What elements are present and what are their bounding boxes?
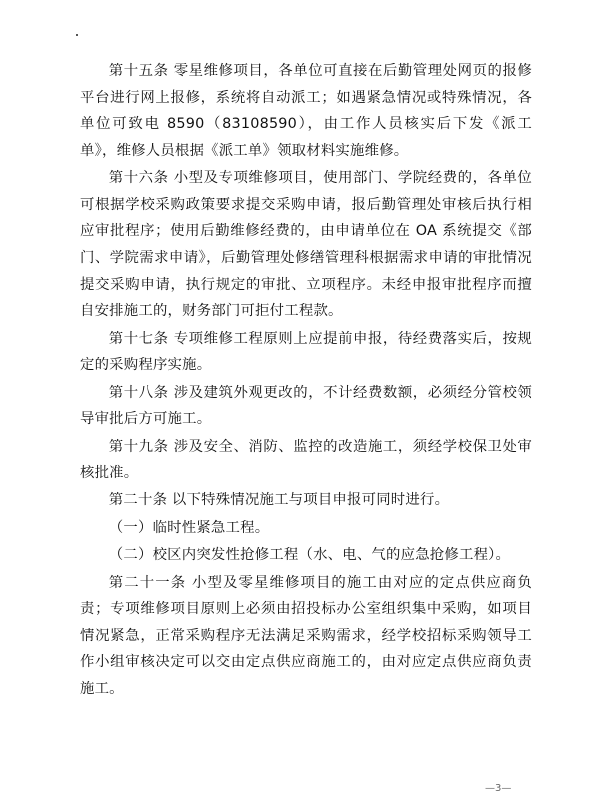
article-18: 第十八条 涉及建筑外观更改的，不计经费数额，必须经分管校领导审批后方可施工。 (80, 384, 532, 428)
article-21: 第二十一条 小型及零星维修项目的施工由对应的定点供应商负责；专项维修项目原则上必须由招投标办公室组织集中采购，如项目情况紧急，正常采购程序无法满足采购需求，经学校招标采购领导工作小组审核决定可以交由定点供应商施工的，由对应定点供应商负责施工。 (80, 574, 532, 698)
page-number: —3— (485, 783, 512, 794)
article-15: 第十五条 零星维修项目，各单位可直接在后勤管理处网页的报修平台进行网上报修，系统将自动派工；如遇紧急情况或特殊情况，各单位可致电 8590（83108590），由工作人员核实后下发《派工单》，维修人员根据《派工单》领取材料实施维修。 (80, 63, 532, 159)
article-20: 第二十条 以下特殊情况施工与项目申报可同时进行。 (108, 492, 450, 509)
article-16: 第十六条 小型及专项维修项目，使用部门、学院经费的，各单位可根据学校采购政策要求提交采购申请，报后勤管理处审核后执行相应审批程序；使用后勤维修经费的，由申请单位在 OA 系统提交《部门、学院需求申请》，后勤管理处修缮管理科根据需求申请的审批情况提交采购申请，执行规定的审批、立项程序。未经申报审批程序而擅自安排施工的，财务部门可拒付工程款。 (80, 170, 532, 320)
corner-mark (76, 34, 78, 36)
article-17: 第十七条 专项维修工程原则上应提前申报，待经费落实后，按规定的采购程序实施。 (80, 330, 532, 374)
article-19: 第十九条 涉及安全、消防、监控的改造施工，须经学校保卫处审核批准。 (80, 438, 532, 482)
document-body (80, 58, 532, 703)
article-20-item-2: （二）校区内突发性抢修工程（水、电、气的应急抢修工程）。 (108, 547, 511, 564)
article-20-item-1: （一）临时性紧急工程。 (108, 519, 270, 536)
